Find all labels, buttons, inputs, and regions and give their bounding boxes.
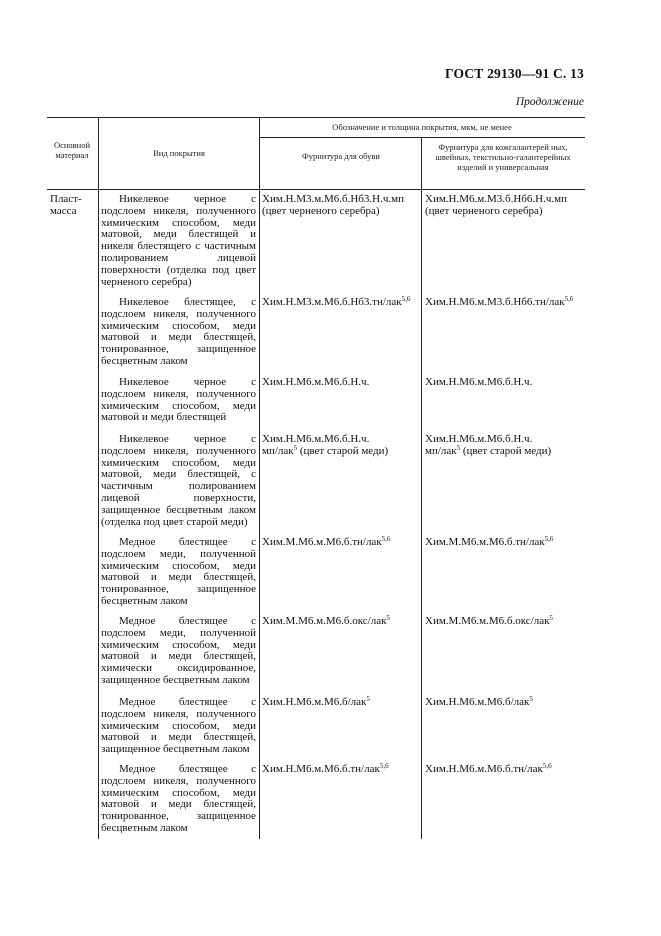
shoe-code-6-footnote: 5 (386, 614, 390, 622)
shoe-code-4-text-c: (цвет старой меди) (297, 444, 389, 457)
shoe-code-6 (262, 616, 420, 628)
shoe-code-4 (262, 434, 420, 458)
shoe-code-7-text: Хим.Н.М6.м.М6.б/лак (262, 696, 367, 708)
shoe-code-6-text: Хим.М.М6.м.М6.б.окс/лак (262, 615, 387, 627)
column-divider-1 (98, 117, 99, 839)
shoe-code-8 (262, 764, 420, 776)
shoe-code-2-footnote: 5,6 (401, 295, 411, 303)
leather-code-4-text-a: Хим.Н.М6.м.М6.б.Н.ч. (425, 433, 533, 445)
shoe-code-2 (262, 297, 420, 309)
leather-code-4-text-b: мп/лак (425, 444, 457, 457)
leather-code-6-footnote: 5 (549, 614, 553, 622)
leather-code-7-footnote: 5 (529, 695, 533, 703)
leather-code-4-footnote: 5 (456, 443, 461, 452)
leather-code-8 (425, 764, 583, 776)
table-header-bottom-rule (47, 189, 585, 190)
coating-desc-2: Никелевое блестящее, с подслоем никеля, полученного химическим способом, меди матовой и меди блестящей, тонированное, защищенное бесцветным лаком (101, 296, 256, 367)
leather-code-3-text: Хим.Н.М6.м.М6.б.Н.ч. (425, 376, 533, 388)
leather-code-7-text: Хим.Н.М6.м.М6.б/лак (425, 696, 530, 708)
header-designation-group: Обозначение и толщина покрытия, мкм, не менее (332, 122, 512, 132)
leather-code-1-text: Хим.Н.М6.м.М3.б.Нб6.Н.ч.мп (цвет черненого серебра) (425, 193, 567, 217)
header-coating-type: Вид покрытия (153, 148, 205, 158)
leather-code-5-text: Хим.М.М6.м.М6.б.тн/лак (425, 536, 545, 548)
header-leather-fittings: Фурнитура для кожгалантерей ных, швейных, текстильно-галантерейных изделий и универсальная (435, 142, 571, 172)
leather-code-2-text: Хим.Н.М6.м.М3.б.Нб6.тн/лак (425, 296, 565, 308)
shoe-code-8-footnote: 5,6 (379, 762, 389, 770)
coating-desc-5: Медное блестящее с подслоем меди, полученной химическим способом, меди матовой и меди блестящей, тонированное, защищенное бесцветным лаком (101, 536, 256, 607)
leather-code-5 (425, 537, 583, 549)
coating-desc-6: Медное блестящее с подслоем меди, полученной химическим способом, меди матовой и меди блестящей, химически оксидированное, защищенное бесцветным лаком (101, 615, 256, 686)
coating-desc-1: Никелевое черное с подслоем никеля, полученного химическим способом, меди матовой, меди блестящей и никеля блестящего с частичным полированием лицевой поверхности (отделка под цвет черненого серебра) (101, 193, 256, 288)
coating-desc-8: Медное блестящее с подслоем никеля, полученного химическим способом, меди матовой и меди блестящей, тонированное, защищенное бесцветным лаком (101, 763, 256, 834)
shoe-code-7-footnote: 5 (366, 695, 370, 703)
shoe-code-3-text: Хим.Н.М6.м.М6.б.Н.ч. (262, 376, 370, 388)
leather-code-7 (425, 697, 583, 709)
header-material: Основной материал (53, 140, 91, 160)
column-divider-3 (421, 137, 422, 839)
shoe-code-3 (262, 377, 420, 389)
shoe-code-1 (262, 194, 420, 218)
leather-code-6-text: Хим.М.М6.м.М6.б.окс/лак (425, 615, 550, 627)
page-header: ГОСТ 29130—91 С. 13 (445, 66, 584, 81)
leather-code-6 (425, 616, 583, 628)
header-shoe-fittings: Фурнитура для обуви (302, 151, 380, 161)
shoe-code-1-text: Хим.Н.М3.м.М6.б.Нб3.Н.ч.мп (цвет черненого серебра) (262, 193, 404, 217)
leather-code-2 (425, 297, 583, 309)
shoe-code-7 (262, 697, 420, 709)
leather-code-8-footnote: 5,6 (542, 762, 552, 770)
shoe-code-5 (262, 537, 420, 549)
leather-code-8-text: Хим.Н.М6.м.М6.б.тн/лак (425, 763, 543, 775)
coating-desc-3: Никелевое черное с подслоем никеля, полученного химическим способом, меди матовой и меди блестящей (101, 376, 256, 424)
shoe-code-4-footnote: 5 (293, 443, 298, 452)
shoe-code-8-text: Хим.Н.М6.м.М6.б.тн/лак (262, 763, 380, 775)
coating-desc-4: Никелевое черное с подслоем никеля, полученного химическим способом, меди матовой, меди блестящей, с частичным полированием лицевой поверхности, защищенное бесцветным лаком (отделка под цвет старой меди) (101, 433, 256, 528)
material-cell: Пласт-масса (50, 193, 82, 217)
leather-code-4-text-c: (цвет старой меди) (460, 444, 552, 457)
leather-code-4 (425, 434, 583, 458)
shoe-code-5-footnote: 5,6 (381, 535, 391, 543)
table-top-rule (47, 117, 585, 118)
leather-code-2-footnote: 5,6 (564, 295, 574, 303)
table-header-subrule (259, 137, 585, 138)
shoe-code-5-text: Хим.М.М6.м.М6.б.тн/лак (262, 536, 382, 548)
coating-desc-7: Медное блестящее с подслоем никеля, полученного химическим способом, меди матовой и меди блестящей, защищенное бесцветным лаком (101, 696, 256, 756)
column-divider-2 (259, 117, 260, 839)
leather-code-3 (425, 377, 583, 389)
leather-code-5-footnote: 5,6 (544, 535, 554, 543)
shoe-code-2-text: Хим.Н.М3.м.М6.б.Нб3.тн/лак (262, 296, 402, 308)
leather-code-1 (425, 194, 583, 218)
shoe-code-4-text-b: мп/лак (262, 444, 294, 457)
continuation-label: Продолжение (515, 96, 584, 108)
shoe-code-4-text-a: Хим.Н.М6.м.М6.б.Н.ч. (262, 433, 370, 445)
